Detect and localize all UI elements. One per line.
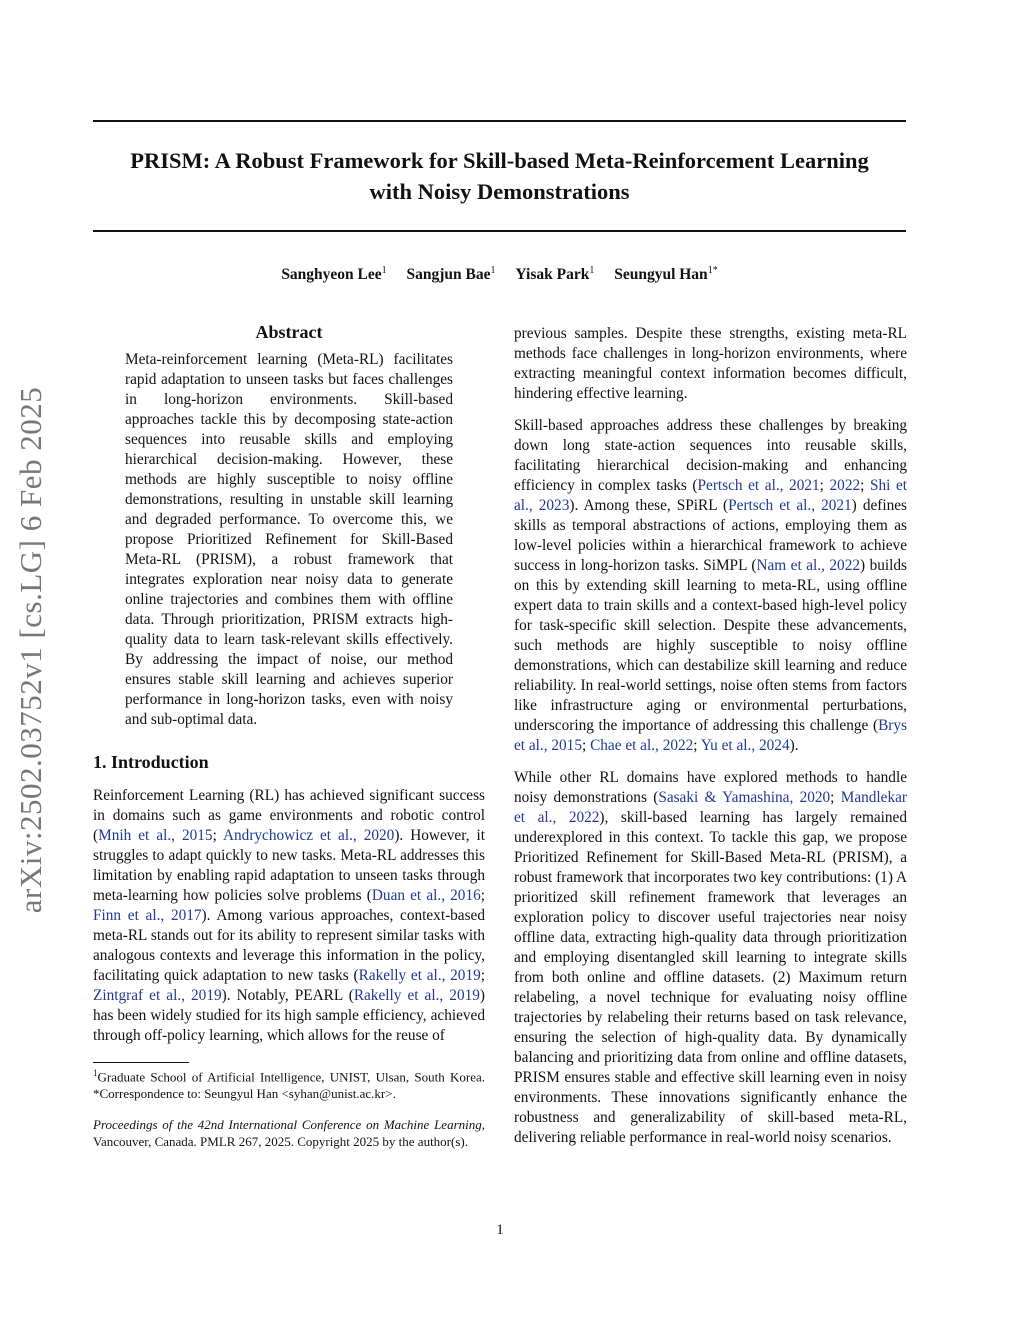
arxiv-watermark — [6, 370, 56, 930]
introduction-heading: 1. Introduction — [93, 752, 209, 772]
citation-link[interactable]: Pertsch et al., 2021 — [697, 477, 820, 494]
author: Sanghyeon Lee$^1$ — [281, 265, 387, 284]
author: Sangjun Bae$^1$ — [406, 265, 496, 284]
citation-link[interactable]: Yu et al., 2024 — [700, 737, 790, 754]
bottom-rule — [93, 230, 906, 232]
contributions-paragraph: While other RL domains have explored methods to handle noisy demonstrations (Sasaki & Yamashina, 2020; Mandlekar et al., 2022), skill-based learning has largely remained underexplored in this context. To tackle this gap, we propose Prioritized Refinement for Skill-Based Meta-RL (PRISM), a robust framework that incorporates two key contributions: (1) A prioritized skill refinement framework that leverages an exploration policy to discover useful trajectories near noisy offline data, extracting high-quality data through prioritization and employing disentangled skill learning to integrate skills from both online and offline datasets. (2) Maximum return relabeling, a novel technique for evaluating noisy offline trajectories by relabeling their returns based on task relevance, ensuring the selection of high-quality data. By dynamically balancing and prioritizing data from online and offline datasets, PRISM ensures stable and effective skill learning even in noisy environments. These innovations significantly enhance the robustness and generalizability of skill-based meta-RL, delivering reliable performance in real-world noisy scenarios. — [514, 769, 907, 1146]
citation-link[interactable]: 2022 — [829, 477, 861, 494]
citation-link[interactable]: Sasaki & Yamashina, 2020 — [658, 789, 831, 806]
citation-link[interactable]: Duan et al., 2016 — [371, 887, 481, 904]
intro-paragraph: Reinforcement Learning (RL) has achieved significant success in domains such as game environments and robotic control (Mnih et al., 2015; Andrychowicz et al., 2020). However, it struggles to adapt quickly to new tasks. Meta-RL addresses this limitation by enabling rapid adaptation to unseen tasks through meta-learning how policies solve problems (Duan et al., 2016; Finn et al., 2017). Among various approaches, context-based meta-RL stands out for its ability to represent similar tasks with analogous contexts and leverage this information in the policy, facilitating quick adaptation to new tasks (Rakelly et al., 2019; Zintgraf et al., 2019). Notably, PEARL (Rakelly et al., 2019) has been widely studied for its high sample efficiency, achieved through off-policy learning, which allows for the reuse of — [93, 787, 486, 1044]
citation-link[interactable]: Mandlekar et al., 2022 — [514, 789, 907, 826]
abstract-text: Meta-reinforcement learning (Meta-RL) facilitates rapid adaptation to unseen tasks but faces challenges in long-horizon environments. Skill-based approaches tackle this by decomposing state-action sequences into reusable skills and employing hierarchical decision-making. However, these methods are highly susceptible to noisy offline demonstrations, resulting in unstable skill learning and degraded performance. To overcome this, we propose Prioritized Refinement for Skill-Based Meta-RL (PRISM), a robust framework that integrates exploration near noisy data to generate online trajectories and combines them with offline data. Through prioritization, PRISM extracts high-quality data to learn task-relevant skills effectively. By addressing the impact of noise, our method ensures stable skill learning and achieves superior performance in long-horizon tasks, even with noisy and sub-optimal data. — [125, 351, 453, 728]
author: Yisak Park$^1$ — [515, 265, 595, 284]
intro-paragraph-continued: previous samples. Despite these strengths, existing meta-RL methods face challenges in long-horizon environments, where extracting meaningful context information becomes difficult, hindering effective learning. — [514, 325, 907, 402]
title-line-1: PRISM: A Robust Framework for Skill-based Meta-Reinforcement Learning — [130, 148, 869, 173]
proceedings-note: Proceedings of the 42nd International Conference on Machine Learning, Vancouver, Canada. PMLR 267, 2025. Copyright 2025 by the author(s). — [93, 1117, 485, 1150]
abstract-heading: Abstract — [255, 322, 323, 342]
paper-title — [93, 145, 906, 207]
citation-link[interactable]: Pertsch et al., 2021 — [728, 497, 852, 514]
top-rule — [93, 120, 906, 122]
footnote-rule — [93, 1062, 189, 1063]
citation-link[interactable]: Andrychowicz et al., 2020 — [222, 827, 395, 844]
skill-based-paragraph: Skill-based approaches address these challenges by breaking down long state-action sequences into reusable skills, facilitating hierarchical decision-making and enhancing efficiency in complex tasks (Pertsch et al., 2021; 2022; Shi et al., 2023). Among these, SPiRL (Pertsch et al., 2021) defines skills as temporal abstractions of actions, employing them as low-level policies within a hierarchical framework to achieve success in long-horizon tasks. SiMPL (Nam et al., 2022) builds on this by extending skill learning to meta-RL, using offline expert data to train skills and a context-based high-level policy for task-specific skill selection. Despite these advancements, such methods are highly susceptible to noisy offline demonstrations, which can destabilize skill learning and reduce reliability. In real-world settings, noise often stems from factors like infrastructure aging or environmental perturbations, underscoring the importance of addressing this challenge (Brys et al., 2015; Chae et al., 2022; Yu et al., 2024). — [514, 417, 908, 754]
page-number: 1 — [496, 1222, 504, 1238]
citation-link[interactable]: Shi et al., 2023 — [514, 477, 908, 514]
affiliation-footnote: $^1$Graduate School of Artificial Intelligence, UNIST, Ulsan, South Korea. *Correspondence to: Seungyul Han <syhan@unist.ac.kr>. — [93, 1068, 485, 1102]
citation-link[interactable]: Chae et al., 2022 — [590, 737, 694, 754]
citation-link[interactable]: Mnih et al., 2015 — [98, 827, 213, 844]
author: Seungyul Han$^{1*}$ — [614, 265, 718, 284]
title-line-2: with Noisy Demonstrations — [369, 179, 630, 204]
citation-link[interactable]: Rakelly et al., 2019 — [358, 967, 481, 984]
citation-link[interactable]: Rakelly et al., 2019 — [353, 987, 480, 1004]
citation-link[interactable]: Finn et al., 2017 — [93, 907, 202, 924]
citation-link[interactable]: Brys et al., 2015 — [514, 717, 907, 754]
citation-link[interactable]: Zintgraf et al., 2019 — [93, 987, 222, 1004]
arxiv-id: arXiv:2502.03752v1 [cs.LG] 6 Feb 2025 — [13, 386, 48, 914]
citation-link[interactable]: Nam et al., 2022 — [756, 557, 860, 574]
author-list — [93, 265, 906, 284]
left-column — [93, 322, 485, 1150]
right-column — [514, 324, 907, 1148]
